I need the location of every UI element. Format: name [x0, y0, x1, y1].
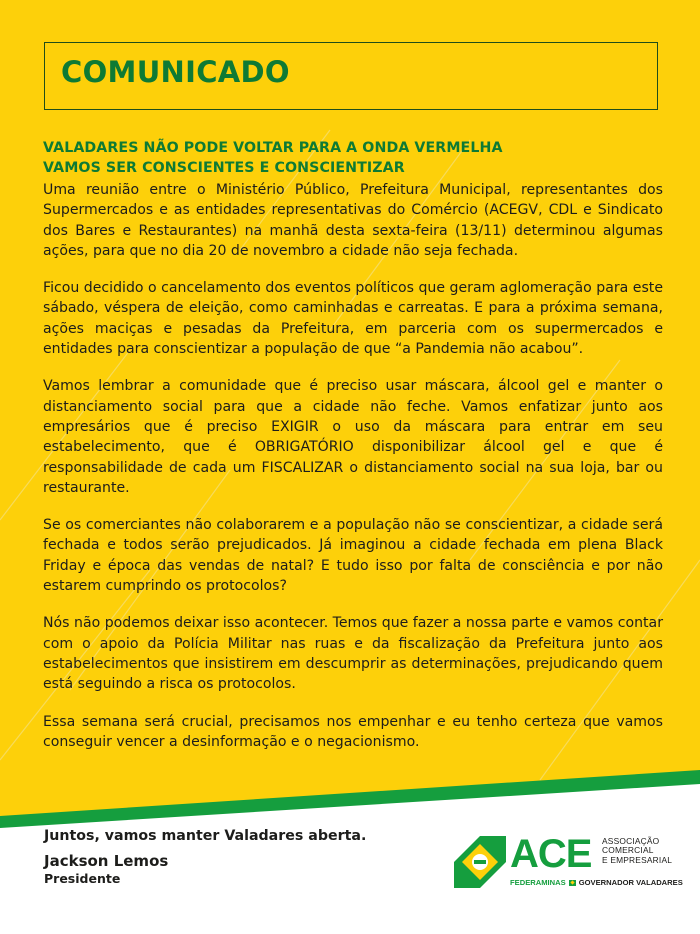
- ace-logo-bottom-line: [510, 878, 683, 887]
- ace-logo-description: [602, 837, 672, 865]
- signer-role: Presidente: [44, 871, 121, 886]
- page-title: COMUNICADO: [61, 55, 290, 89]
- city-label: GOVERNADOR VALADARES: [578, 878, 683, 887]
- paragraph: Ficou decidido o cancelamento dos eventos políticos que geram aglomeração para este sábado, véspera de eleição, como caminhadas e carreatas. E para a próxima semana, ações maciças e pesadas da Prefeitura, em parceria com os supermercados e entidades para conscientizar a população de que “a Pandemia não acabou”.: [43, 280, 663, 358]
- paragraph: Essa semana será crucial, precisamos nos empenhar e eu tenho certeza que vamos conseguir vencer a desinformação e o negacionismo.: [43, 713, 663, 750]
- signature-block: [44, 826, 366, 887]
- ace-logo-acronym: ACE: [510, 832, 592, 876]
- paragraph: Se os comerciantes não colaborarem e a população não se conscientizar, a cidade será fechada e todos serão prejudicados. Já imaginou a cidade fechada em plena Black Friday e época das vendas de natal? E tudo isso por falta de consciência e por não estarem cumprindo os protocolos?: [43, 517, 663, 595]
- minas-flag-icon: [569, 880, 576, 886]
- ace-logo: [454, 832, 683, 893]
- signer-name: Jackson Lemos: [44, 852, 169, 870]
- subtitle-line: VAMOS SER CONSCIENTES E CONSCIENTIZAR: [43, 160, 405, 176]
- announcement-body: [43, 180, 663, 769]
- subtitle-block: [43, 138, 663, 178]
- paragraph: Uma reunião entre o Ministério Público, Prefeitura Municipal, representantes dos Supermercados e as entidades representativas do Comércio (ACEGV, CDL e Sindicato dos Bares e Restaurantes) na manhã desta sexta-feira (13/11) determinou algumas ações, para que no dia 20 de novembro a cidade não seja fechada.: [43, 182, 663, 259]
- paragraph: Nós não podemos deixar isso acontecer. Temos que fazer a nossa parte e vamos contar com o apoio da Polícia Militar nas ruas e da fiscalização da Prefeitura junto aos estabelecimentos que insistirem em descumprir as determinações, prejudicando quem está seguindo a risca os protocolos.: [43, 615, 663, 693]
- ace-logo-desc-line: E EMPRESARIAL: [602, 854, 673, 865]
- slogan: Juntos, vamos manter Valadares aberta.: [44, 828, 367, 844]
- paragraph: Vamos lembrar a comunidade que é preciso usar máscara, álcool gel e manter o distanciamento social para que a cidade não feche. Vamos enfatizar junto aos empresários que é preciso EXIGIR o uso da máscara para entrar em seu estabelecimento, que é OBRIGATÓRIO disponibilizar álcool gel e que é responsabilidade de cada um FISCALIZAR o distanciamento social na sua loja, bar ou restaurante.: [43, 378, 663, 496]
- title-frame: [44, 42, 658, 110]
- ace-logo-mark-icon: [454, 836, 506, 888]
- federation-label: FEDERAMINAS: [510, 878, 566, 887]
- subtitle-line: VALADARES NÃO PODE VOLTAR PARA A ONDA VERMELHA: [43, 140, 503, 156]
- ace-logo-desc-line: ASSOCIAÇÃO: [602, 836, 660, 846]
- ace-logo-desc-line: COMERCIAL: [602, 845, 654, 856]
